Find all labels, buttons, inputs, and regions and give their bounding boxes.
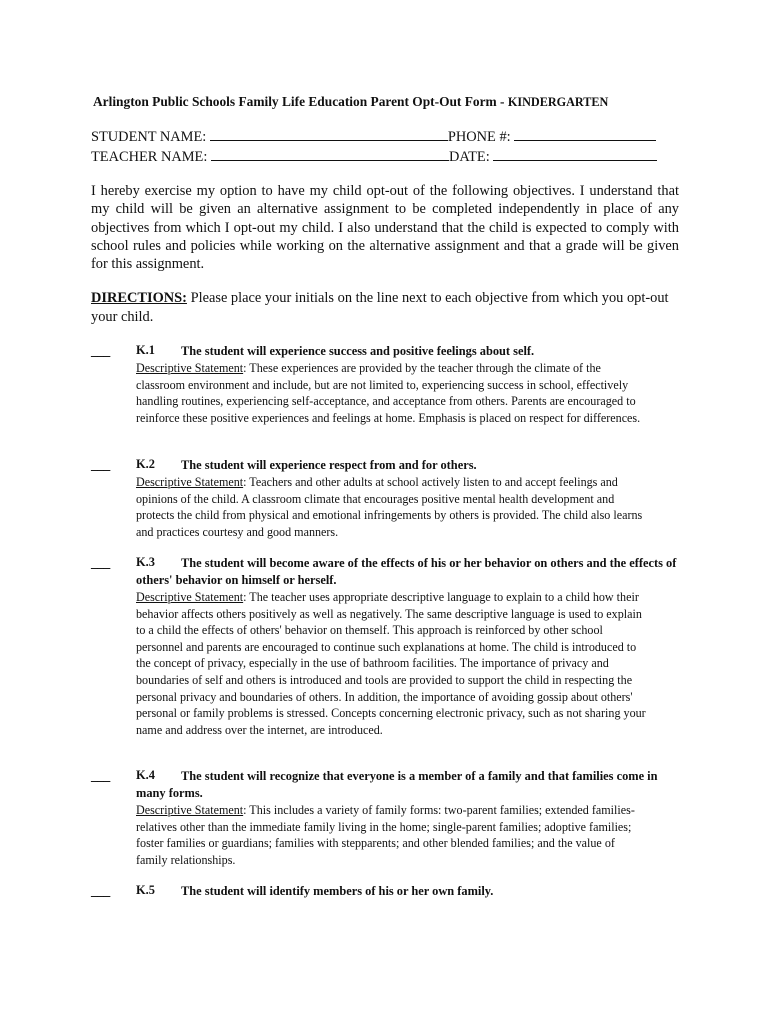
initials-blank[interactable]: ___	[91, 883, 110, 898]
objective-code: K.4	[136, 768, 155, 782]
descriptive-statement-label: Descriptive Statement	[136, 590, 244, 604]
student-name-label: STUDENT NAME:	[91, 129, 207, 145]
objective-heading: The student will identify members of his or her own family.	[181, 884, 494, 898]
objective-description	[136, 589, 646, 738]
descriptive-statement-text: : The teacher uses appropriate descriptive language to explain to a child how their behavior affects others positively as well as negatively. The same descriptive language is used to explain to a child the effects of others' behavior on themself. This approach is reinforced by other school personnel and parents are encouraged to continue such explanations at home. The child is introduced to the concept of privacy, especially in the use of bathroom facilities. The importance of privacy and boundaries of self and others is introduced and tools are provided to support the child in respecting the personal privacy and boundaries of others. In addition, the importance of avoiding gossip about others' personal or family problems is stressed. Concepts concerning electronic privacy, such as not sharing your name and address over the internet, are introduced.	[136, 590, 646, 737]
objective-description	[136, 474, 646, 540]
objective-code: K.3	[136, 555, 155, 569]
intro-paragraph: I hereby exercise my option to have my child opt-out of the following objectives. I understand that my child will be given an alternative assignment to be completed independently in place of any objectives from which I opt-out my child. I also understand that the child is expected to comply with school rules and policies while working on the alternative assignment and that a grade will be given for this assignment.	[91, 183, 679, 273]
form-title-main: Arlington Public Schools Family Life Education Parent Opt-Out Form -	[93, 94, 505, 109]
teacher-date-row	[91, 148, 657, 166]
initials-blank[interactable]: ___	[91, 555, 110, 570]
objective-code: K.2	[136, 457, 155, 471]
phone-label: PHONE #:	[447, 129, 511, 145]
descriptive-statement-label: Descriptive Statement	[136, 361, 244, 375]
objective-code: K.1	[136, 343, 155, 357]
descriptive-statement-text: : This includes a variety of family forms: two-parent families; extended families-relatives other than the immediate family living in the home; single-parent families; adoptive families; foster families or guardians; families with stepparents; and other blended families; and the value of family relationships.	[136, 803, 635, 867]
directions-paragraph	[91, 289, 681, 327]
form-title	[93, 94, 713, 110]
initials-blank[interactable]: ___	[91, 457, 110, 472]
descriptive-statement-text: : These experiences are provided by the teacher through the climate of the classroom environment and include, but are not limited to, experiencing success in school, effectively handling routines, experiencing self-acceptance, and acceptance from others. Parents are encouraged to reinforce these positive experiences and feelings at home. Emphasis is placed on respect for differences.	[136, 361, 641, 425]
objective-description	[136, 802, 646, 868]
date-label: DATE:	[448, 149, 490, 165]
directions-text: Please place your initials on the line next to each objective from which you opt-out your child.	[91, 290, 669, 325]
objective-code: K.5	[136, 883, 155, 897]
objective-heading: The student will become aware of the effects of his or her behavior on others and the effects of others' behavior on himself or herself.	[136, 556, 677, 587]
student-name-field[interactable]	[210, 128, 448, 141]
phone-field[interactable]	[514, 128, 656, 141]
objective-heading: The student will experience success and positive feelings about self.	[181, 344, 535, 358]
directions-heading: DIRECTIONS:	[91, 290, 187, 306]
student-phone-row	[91, 128, 656, 146]
teacher-name-field[interactable]	[211, 148, 449, 161]
objective-heading: The student will recognize that everyone is a member of a family and that families come in many forms.	[136, 769, 658, 800]
descriptive-statement-label: Descriptive Statement	[136, 803, 244, 817]
objective-description	[136, 360, 646, 426]
objective-heading: The student will experience respect from and for others.	[181, 458, 477, 472]
initials-blank[interactable]: ___	[91, 768, 110, 783]
initials-blank[interactable]: ___	[91, 343, 110, 358]
descriptive-statement-label: Descriptive Statement	[136, 475, 244, 489]
form-title-grade: KINDERGARTEN	[507, 95, 609, 109]
date-field[interactable]	[493, 148, 657, 161]
descriptive-statement-text: : Teachers and other adults at school actively listen to and accept feelings and opinions of the child. A classroom climate that encourages positive mental health development and protects the child from physical and emotional infringements by others is provided. The child also learns and practices courtesy and good manners.	[136, 475, 643, 539]
teacher-name-label: TEACHER NAME:	[91, 149, 208, 165]
